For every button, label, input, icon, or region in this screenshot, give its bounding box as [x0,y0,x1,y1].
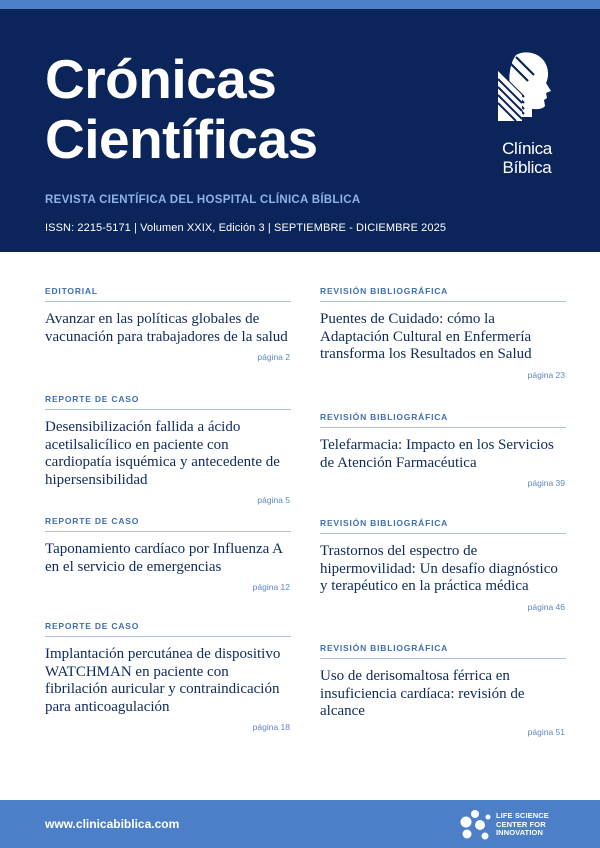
toc-page-number: página 23 [527,369,565,380]
toc-entry[interactable] [320,286,565,412]
toc-page-number: página 5 [257,495,290,506]
journal-subtitle: REVISTA CIENTÍFICA DEL HOSPITAL CLÍNICA BÍBLICA [45,194,361,206]
toc-article-title: Uso de derisomaltosa férrica en insuficiencia cardíaca: revisión de alcance [320,668,525,720]
toc-right-column [320,286,565,737]
clinica-biblica-logo [494,51,560,179]
lsc-line1: LIFE SCIENCE [496,811,549,820]
divider [45,636,291,637]
toc-category: REVISIÓN BIBLIOGRÁFICA [320,643,449,653]
logo-wordmark [494,139,560,177]
woman-profile-icon [494,51,560,135]
toc-entry[interactable] [45,286,290,394]
divider [45,531,291,532]
toc-entry[interactable] [45,621,290,732]
divider [45,409,291,410]
journal-title-line1: Crónicas [45,48,277,110]
toc-category: REVISIÓN BIBLIOGRÁFICA [320,518,449,528]
toc-entry[interactable] [320,518,565,643]
toc-article-title: Trastornos del espectro de hipermovilidad: Un desafío diagnóstico y terapéutico en la práctica médica [320,543,558,595]
toc-entry[interactable] [45,516,290,621]
toc-category: REVISIÓN BIBLIOGRÁFICA [320,286,449,296]
life-science-center-wordmark [496,812,549,838]
toc-entry[interactable] [45,394,290,516]
toc-page-number: página 2 [257,352,290,363]
divider [320,658,566,659]
toc-entry[interactable] [320,412,565,518]
divider [320,427,566,428]
divider [320,301,566,302]
toc-page-number: página 18 [252,722,290,733]
toc-category: REPORTE DE CASO [45,394,140,404]
issn-line: ISSN: 2215-5171 | Volumen XXIX, Edición 3 | SEPTIEMBRE - DICIEMBRE 2025 [45,222,447,234]
top-accent-strip [0,0,600,9]
toc-page-number: página 39 [527,478,565,489]
life-science-center-logo [458,810,558,840]
lsc-line3: INNOVATION [496,828,543,837]
journal-title [45,49,318,169]
divider [320,533,566,534]
toc-page-number: página 12 [252,582,290,593]
footer-bar [0,800,600,848]
toc-page-number: página 46 [527,601,565,612]
toc-article-title: Avanzar en las políticas globales de vacunación para trabajadores de la salud [45,311,288,345]
logo-wordmark-line2: Bíblica [502,158,552,177]
website-link[interactable]: www.clinicabiblica.com [45,817,180,831]
masthead [0,9,600,252]
molecule-icon [458,810,492,840]
toc-article-title: Puentes de Cuidado: cómo la Adaptación Cultural en Enfermería transforma los Resultados en Salud [320,311,532,363]
toc-category: REPORTE DE CASO [45,516,140,526]
toc-article-title: Telefarmacia: Impacto en los Servicios de Atención Farmacéutica [320,437,554,471]
toc-article-title: Implantación percutánea de dispositivo WATCHMAN en paciente con fibrilación auricular y contraindicación para anticoagulación [45,646,281,715]
journal-title-line2: Científicas [45,108,318,170]
lsc-line2: CENTER FOR [496,819,546,829]
toc-category: REPORTE DE CASO [45,621,140,631]
toc-category: EDITORIAL [45,286,98,296]
logo-wordmark-line1: Clínica [502,139,552,158]
toc-article-title: Desensibilización fallida a ácido acetilsalicílico en paciente con cardiopatía isquémica y antecedente de hipersensibilidad [45,419,280,488]
toc-entry[interactable] [320,643,565,737]
toc-article-title: Taponamiento cardíaco por Influenza A en el servicio de emergencias [45,541,283,575]
toc-page-number: página 51 [527,726,565,737]
toc-category: REVISIÓN BIBLIOGRÁFICA [320,412,449,422]
toc-left-column [45,286,290,732]
divider [45,301,291,302]
